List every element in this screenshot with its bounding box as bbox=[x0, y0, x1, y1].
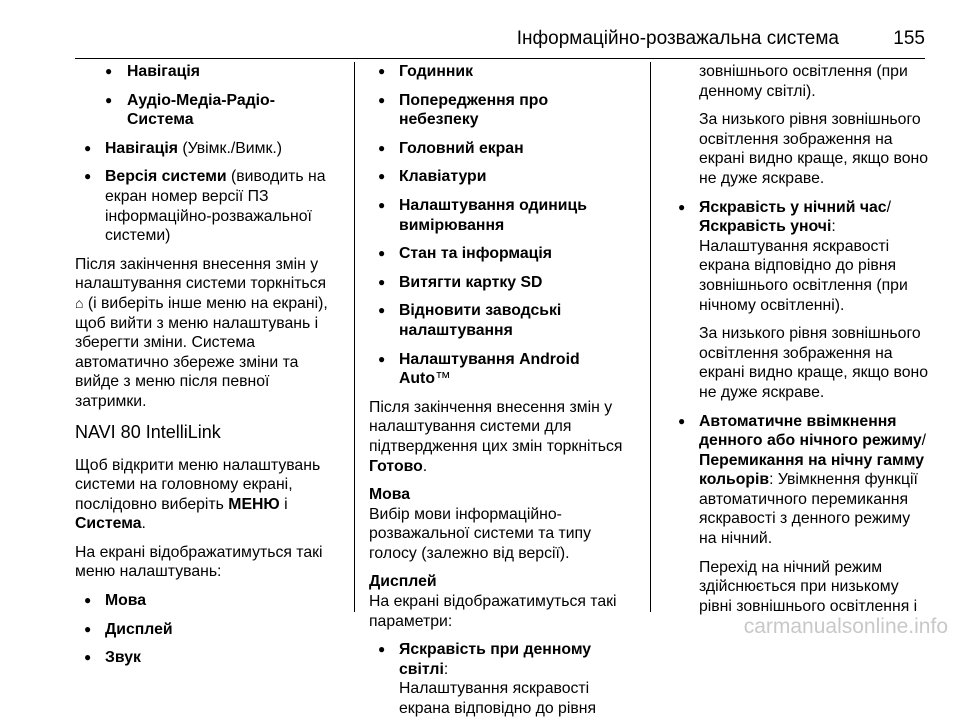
item-text: Налаштування яскравості екрана відповідно до рівня bbox=[399, 680, 596, 718]
home-icon: ⌂ bbox=[75, 294, 84, 311]
list-item bbox=[369, 640, 631, 718]
colon: : bbox=[831, 218, 836, 236]
slash: / bbox=[886, 198, 891, 216]
item-label: Версія системи bbox=[105, 168, 227, 186]
page-header bbox=[75, 28, 925, 59]
column-3 bbox=[669, 62, 931, 625]
paragraph: На екрані відображатимуться такі меню налаштувань: bbox=[75, 543, 323, 581]
list-item bbox=[75, 167, 337, 245]
list-item: ● Годинник bbox=[369, 62, 631, 82]
list-item bbox=[669, 198, 931, 316]
item-text: (виводить на екран номер версії ПЗ інформаційно-розважальної системи) bbox=[105, 168, 326, 245]
text-segment: і bbox=[279, 495, 288, 513]
text-segment: . bbox=[422, 457, 428, 475]
paragraph: За низького рівня зовнішнього освітлення зображення на екрані видно краще, якщо воно не дуже яскраве. bbox=[699, 111, 929, 187]
item-text: (Увімк./Вимк.) bbox=[177, 139, 283, 157]
list-item: ● Звук bbox=[75, 648, 337, 668]
item-label: Навігація bbox=[105, 139, 178, 157]
colon: : bbox=[443, 660, 449, 678]
item-label: Автоматичне ввімкнення денного або нічного режиму bbox=[699, 412, 922, 450]
item-label: Яскравість уночі bbox=[699, 218, 832, 236]
done-label: Готово bbox=[369, 457, 423, 475]
paragraph: На екрані відображатимуться такі параметри: bbox=[369, 593, 617, 630]
text-segment: Після закінчення внесення змін у налаштування системи для підтвердження цих змін торкніться bbox=[369, 398, 623, 455]
item-text: : Увімкнення функції автоматичного перемикання яскравості з денного режиму на нічний. bbox=[699, 471, 918, 548]
watermark: carmanualsonline.info bbox=[743, 615, 948, 638]
column-divider-2 bbox=[650, 62, 651, 612]
list-item: ● Стан та інформація bbox=[369, 244, 631, 264]
list-item: ● Навігація bbox=[75, 62, 337, 82]
paragraph: Перехід на нічний режим здійснюється при низькому рівні зовнішнього освітлення і bbox=[699, 558, 918, 615]
text-segment: (і виберіть інше меню на екрані), щоб вийти з меню налаштувань і зберегти зміни. Система автоматично збереже зміни та вийде з меню після певної затримки. bbox=[75, 294, 328, 410]
text-segment: Щоб відкрити меню налаштувань системи на головному екрані, послідовно виберіть bbox=[75, 456, 321, 513]
menu-label: МЕНЮ bbox=[228, 495, 280, 513]
item-label: Яскравість у нічний час bbox=[699, 198, 887, 216]
text-segment: Після закінчення внесення змін у налаштування системи торкніться bbox=[75, 255, 327, 293]
paragraph bbox=[75, 456, 337, 534]
paragraph bbox=[369, 398, 631, 476]
list-item: ● Витягти картку SD bbox=[369, 273, 631, 293]
list-item: ● Відновити заводські налаштування bbox=[369, 301, 631, 340]
list-item: ● Дисплей bbox=[75, 620, 337, 640]
list-item: ● Мова bbox=[75, 591, 337, 611]
list-item: ● Клавіатури bbox=[369, 167, 631, 187]
paragraph bbox=[75, 255, 337, 412]
page-number: 155 bbox=[893, 28, 925, 49]
section-heading: NAVI 80 IntelliLink bbox=[75, 421, 221, 442]
subheading-display: Дисплей bbox=[369, 573, 437, 591]
paragraph: За низького рівня зовнішнього освітлення зображення на екрані видно краще, якщо воно не дуже яскраве. bbox=[699, 325, 929, 401]
list-item: ● Налаштування одиниць вимірювання bbox=[369, 196, 631, 235]
paragraph: Вибір мови інформаційно-розважальної системи та типу голосу (залежно від версії). bbox=[369, 505, 592, 562]
subheading-language: Мова bbox=[369, 486, 411, 504]
paragraph: зовнішнього освітлення (при денному світлі). bbox=[699, 63, 908, 100]
item-label: Налаштування Android Auto bbox=[399, 350, 580, 388]
item-label: Яскравість при денному світлі bbox=[399, 641, 592, 678]
list-item: ● Головний екран bbox=[369, 139, 631, 159]
slash: / bbox=[921, 432, 927, 450]
text-segment: . bbox=[141, 515, 146, 533]
system-label: Система bbox=[75, 515, 142, 533]
item-label: Перемикання на нічну гамму кольорів bbox=[699, 451, 924, 489]
column-divider-1 bbox=[354, 62, 355, 612]
trademark-symbol: ™ bbox=[434, 370, 451, 388]
item-text: Налаштування яскравості екрана відповідно до рівня зовнішнього освітлення (при нічному освітленні). bbox=[699, 237, 908, 314]
list-item bbox=[669, 412, 931, 549]
list-item: ● Попередження про небезпеку bbox=[369, 91, 631, 130]
list-item bbox=[369, 350, 631, 389]
list-item: ● Аудіо-Медіа-Радіо-Система bbox=[75, 91, 337, 130]
list-item bbox=[75, 139, 337, 159]
header-title: Інформаційно-розважальна система bbox=[516, 28, 839, 49]
column-1 bbox=[75, 62, 337, 677]
